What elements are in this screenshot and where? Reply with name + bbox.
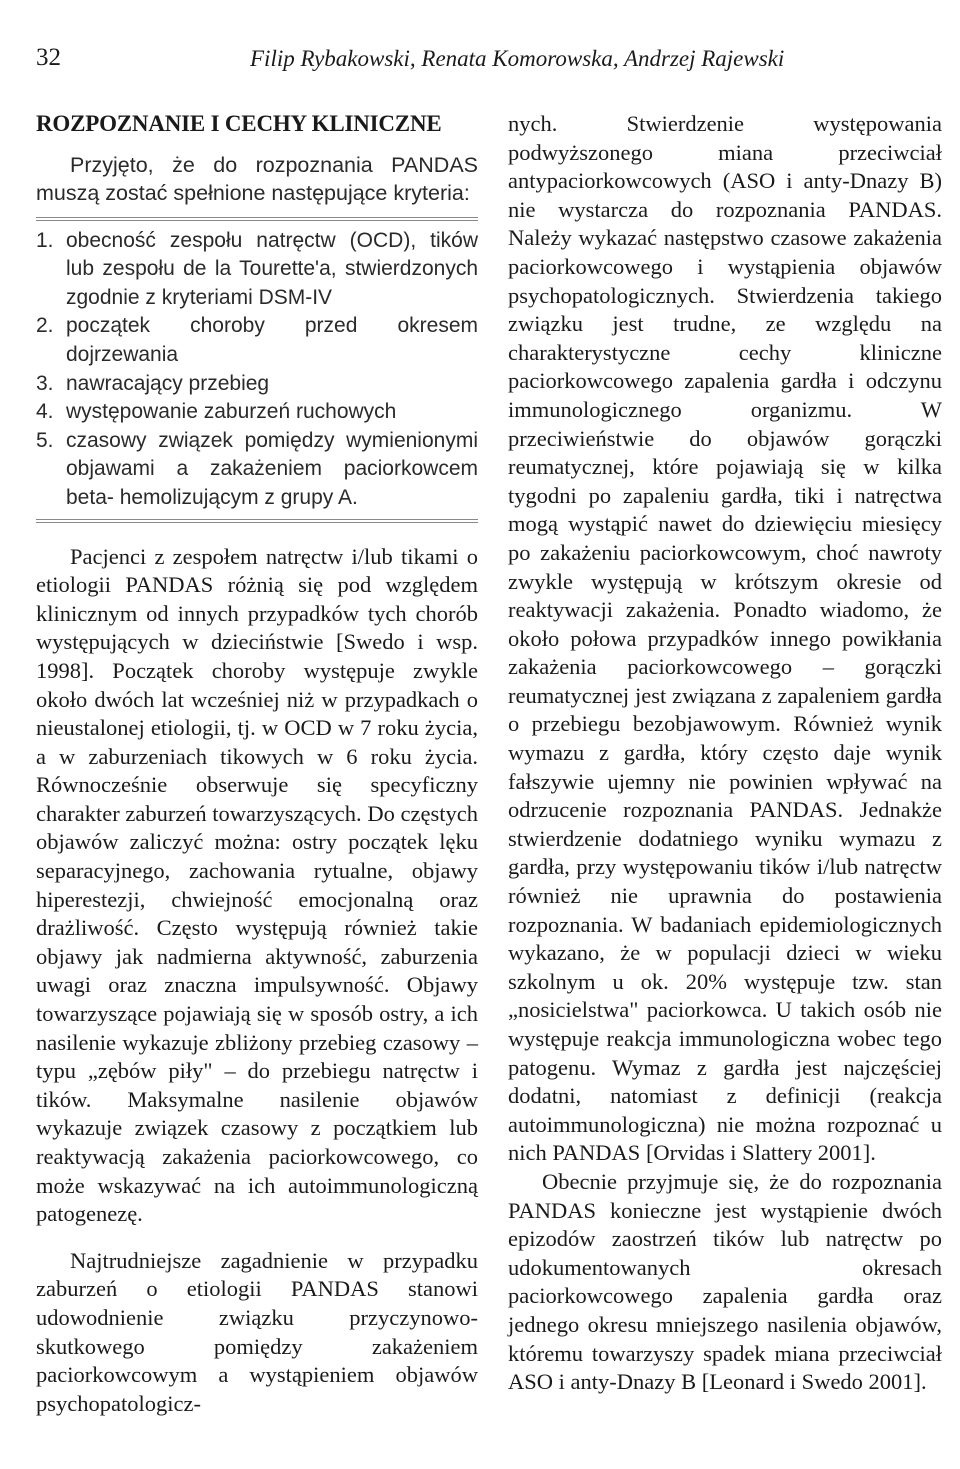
running-head: Filip Rybakowski, Renata Komorowska, Andrzej Rajewski (250, 46, 785, 71)
criteria-number: 1. (36, 228, 54, 252)
body-paragraph: Pacjenci z zespołem natręctw i/lub tikami o etiologii PANDAS różnią się pod względem klinicznym od innych przypadków tych chorób występujących w dzieciństwie [Swedo i wsp. 1998]. Początek choroby występuje zwykle około dwóch lat wcześniej niż w przypadkach o nieustalonej etiologii, tj. w OCD w 7 roku życia, a w zaburzeniach tikowych w 6 roku życia. Równocześnie obserwuje się specyficzny charakter zaburzeń towarzyszących. Do częstych objawów zaliczyć można: ostry początek lęku separacyjnego, zachowania rytualne, objawy hiperestezji, chwiejność emocjonalną oraz drażliwość. Często występują również takie objawy jak nadmierna aktywność, zaburzenia uwagi oraz znaczna impulsywność. Objawy towarzyszące pojawiają się w sposób ostry, a ich nasilenie wykazuje zbliżony przebieg czasowy – typu „zębów piły" – do przebiegu natręctw i tików. Maksymalne nasilenie objawów wykazuje związek czasowy z początkiem lub reaktywacją zakażenia paciorkowcowego, co może wskazywać na ich autoimmunologiczną patogenezę. (36, 543, 478, 1227)
criteria-list (36, 227, 478, 513)
criteria-item (36, 370, 478, 399)
criteria-text: nawracający przebieg (66, 371, 270, 395)
criteria-box (36, 217, 478, 523)
section-title: ROZPOZNANIE I CECHY KLINICZNE (36, 111, 442, 136)
criteria-number: 3. (36, 371, 54, 395)
body-paragraph: Obecnie przyjmuje się, że do rozpoznania PANDAS konieczne jest wystąpienie dwóch epizodów zaostrzeń tików lub natręctw po udokumentowanych okresach paciorkowcowego zapalenia gardła oraz jednego okresu mniejszego nasilenia objawów, któremu towarzyszy spadek miana przeciwciał ASO i anty-Dnazy B [Leonard i Swedo 2001]. (508, 1168, 942, 1395)
criteria-number: 2. (36, 314, 54, 338)
page-number: 32 (36, 44, 61, 71)
criteria-number: 5. (36, 428, 54, 452)
criteria-item (36, 312, 478, 369)
criteria-item (36, 427, 478, 513)
criteria-number: 4. (36, 400, 54, 424)
body-paragraph: nych. Stwierdzenie występowania podwyższonego miana przeciwciał antypaciorkowcowych (ASO i anty-Dnazy B) nie wystarcza do rozpoznania PANDAS. Należy wykazać następstwo czasowe zakażenia paciorkowcowego i wystąpienia objawów psychopatologicznych. Stwierdzenia takiego związku jest trudne, ze względu na charakterystyczne cechy kliniczne paciorkowcowego zapalenia gardła i odczynu immunologicznego organizmu. W przeciwieństwie do objawów gorączki reumatycznej, które pojawiają się w kilka tygodni po zapaleniu gardła, tiki i natręctwa mogą wystąpić nawet do dziewięciu miesięcy po zakażeniu paciorkowcowym, choć nawroty zwykle występują w krótszym okresie od reaktywacji zakażenia. Ponadto wiadomo, że około połowa przypadków innego powikłania zakażenia paciorkowcowego – gorączki reumatycznej jest związana z zapaleniem gardła o przebiegu bezobjawowym. Również wynik wymazu z gardła, który często daje wynik fałszywie ujemny nie powinien wpływać na odrzucenie rozpoznania PANDAS. Jednakże stwierdzenie dodatniego wyniku wymazu z gardła, przy występowaniu tików i/lub natręctw również nie uprawnia do postawienia rozpoznania. W badaniach epidemiologicznych wykazano, że w populacji dzieci w wieku szkolnym u ok. 20% występuje tzw. stan „nosicielstwa" paciorkowca. U takich osób nie występuje reakcja immunologiczna wobec tego patogenu. Wymaz z gardła jest najczęściej dodatni, natomiast z definicji (reakcja autoimmunologiczna) nie można rozpoznać u nich PANDAS [Orvidas i Slattery 2001]. (508, 111, 942, 1166)
criteria-text: czasowy związek pomiędzy wymienionymi objawami a zakażeniem paciorkowcem beta- hemolizującym z grupy A. (66, 428, 478, 509)
criteria-text: występowanie zaburzeń ruchowych (66, 400, 397, 424)
right-column (508, 110, 942, 1397)
page-header (36, 44, 936, 78)
criteria-text: początek choroby przed okresem dojrzewania (66, 314, 478, 366)
paragraph-spacer (36, 1229, 478, 1247)
body-paragraph: Najtrudniejsze zagadnienie w przypadku zaburzeń o etiologii PANDAS stanowi udowodnienie związku przyczynowo-skutkowego pomiędzy zakażeniem paciorkowcowym a wystąpieniem objawów psychopatologicz- (36, 1247, 478, 1416)
left-column (36, 110, 478, 1418)
criteria-intro (36, 151, 478, 207)
criteria-text: obecność zespołu natręctw (OCD), tików lub zespołu de la Tourette'a, stwierdzonych zgodnie z kryteriami DSM-IV (66, 228, 478, 309)
criteria-item (36, 227, 478, 313)
criteria-intro-text: Przyjęto, że do rozpoznania PANDAS muszą zostać spełnione następujące kryteria: (36, 152, 478, 205)
criteria-item (36, 398, 478, 427)
